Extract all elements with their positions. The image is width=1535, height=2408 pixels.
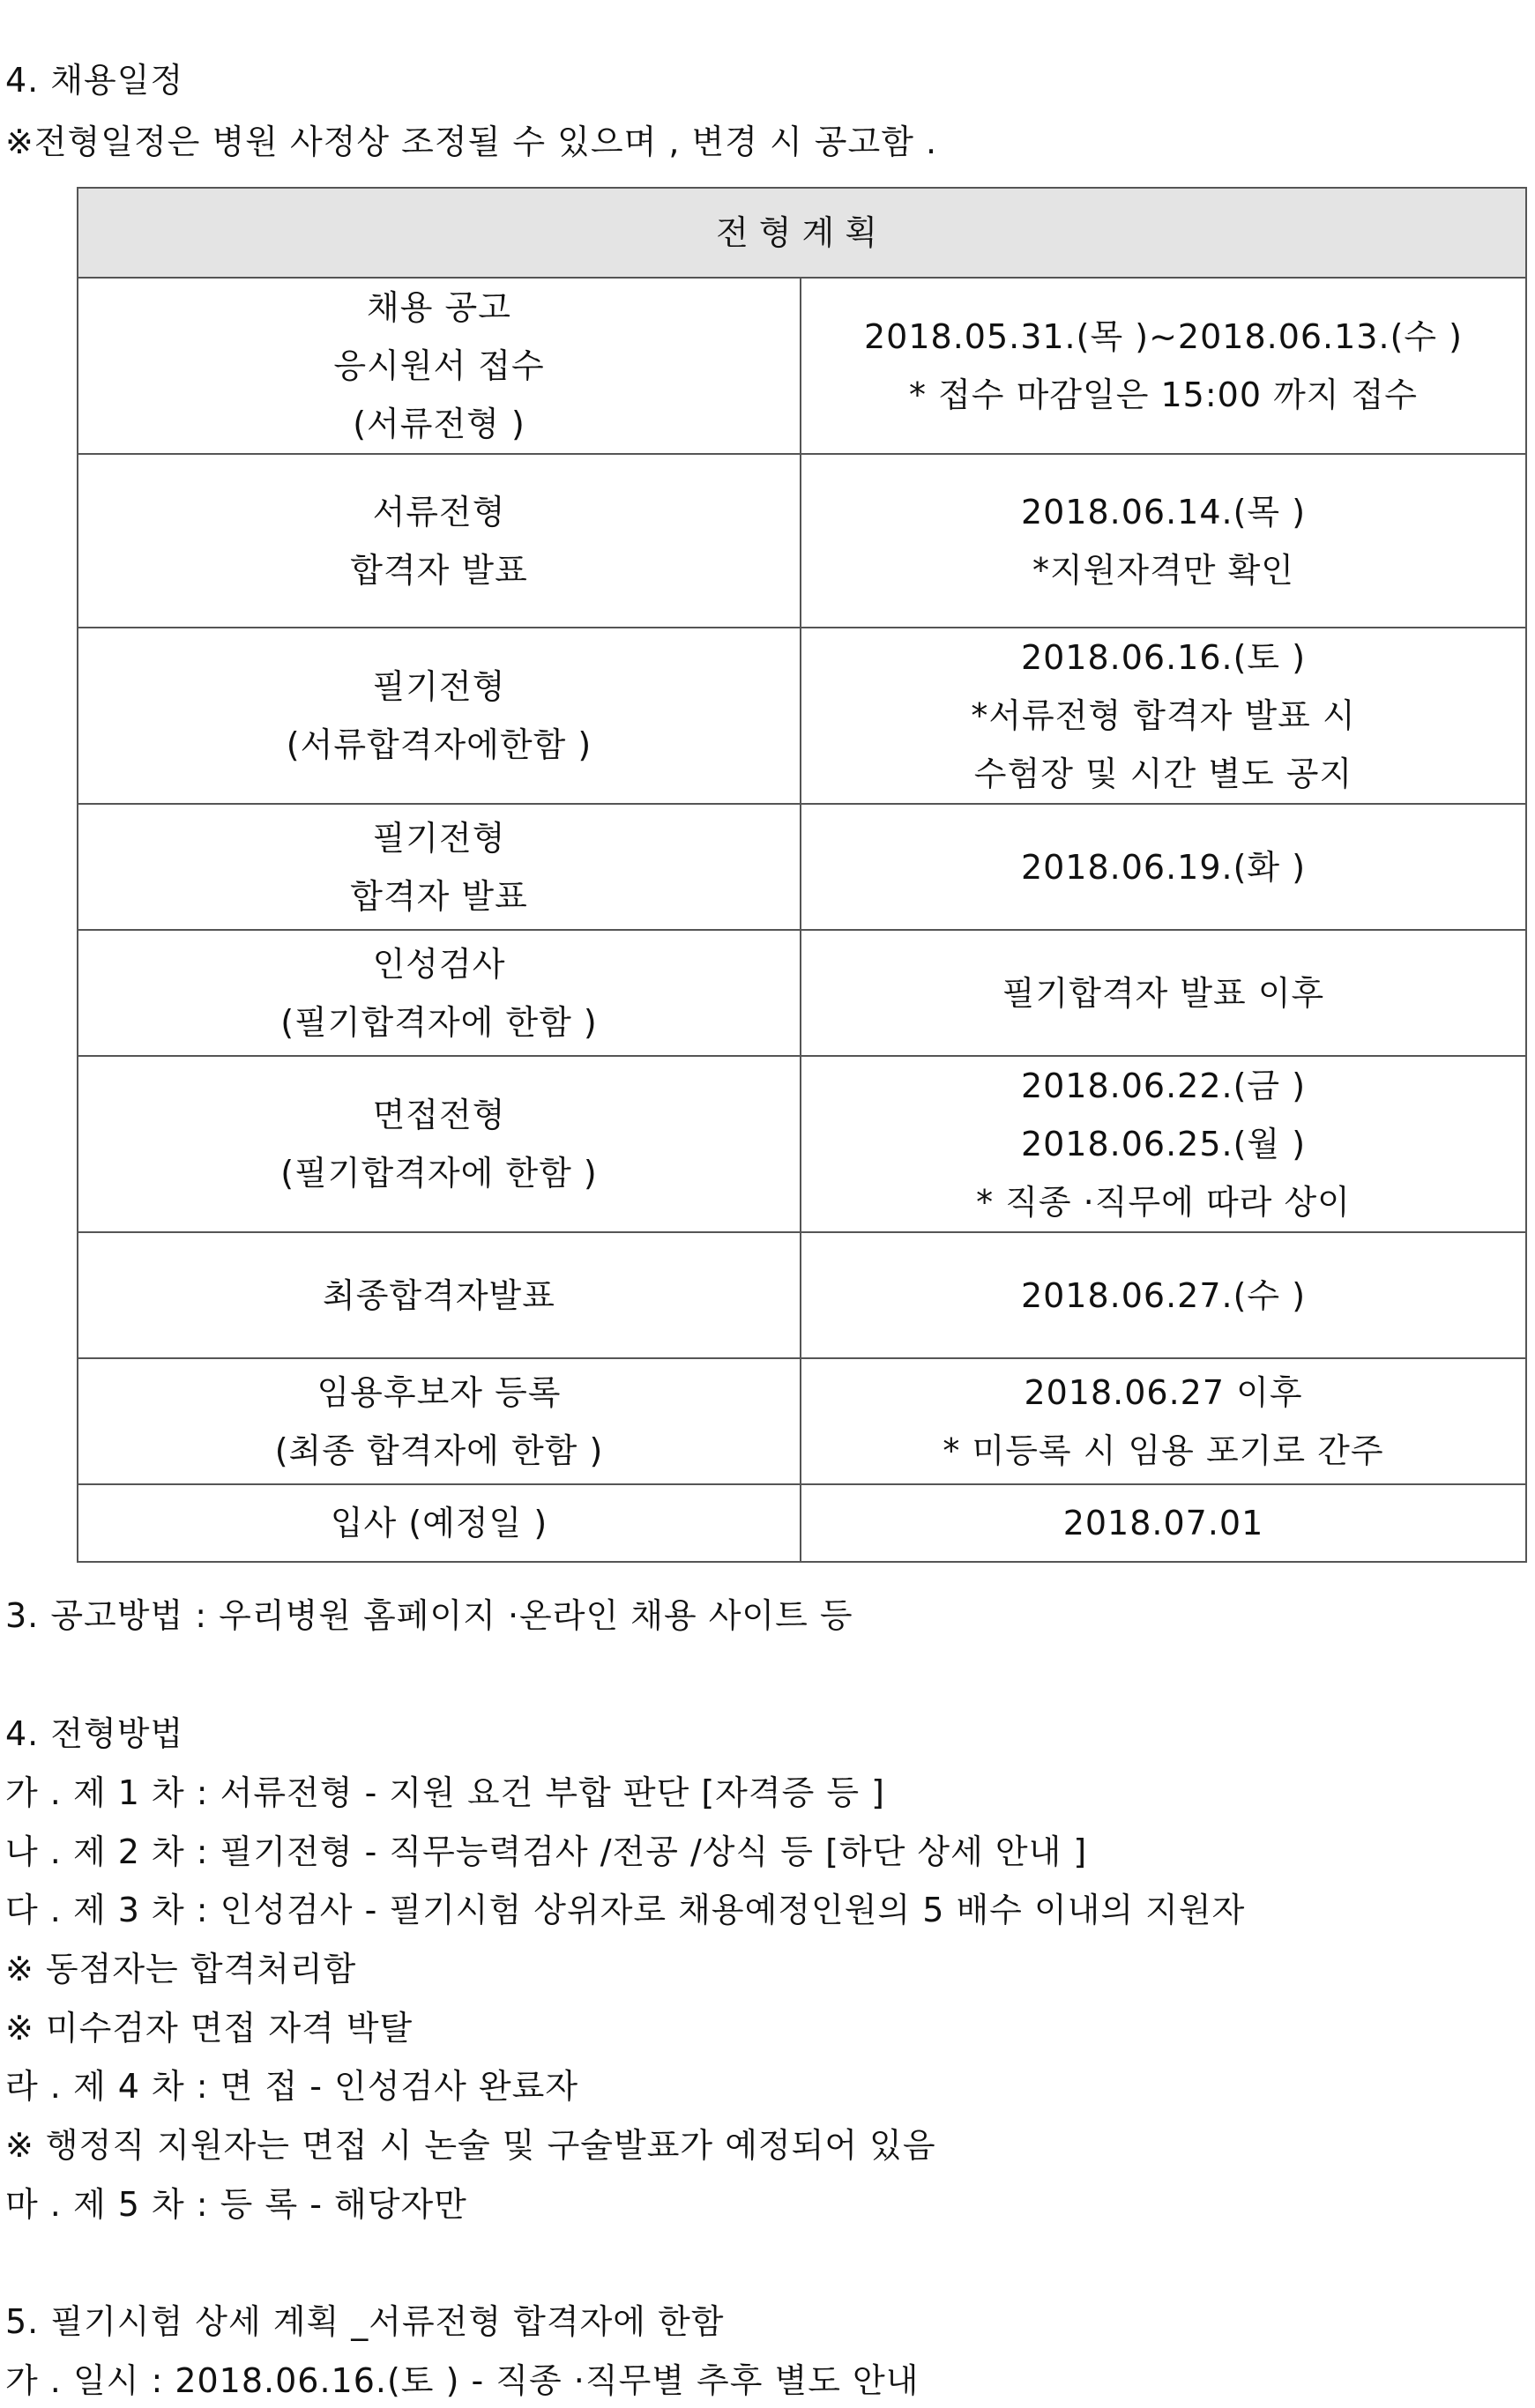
stage-cell	[78, 278, 801, 454]
date-cell	[801, 1232, 1526, 1358]
date-cell	[801, 278, 1526, 454]
schedule-row	[78, 804, 1526, 930]
stage-cell	[78, 628, 801, 804]
stage-cell	[78, 1056, 801, 1232]
schedule-row	[78, 628, 1526, 804]
date-cell	[801, 804, 1526, 930]
date-text: 2018.06.22.(금 )	[1020, 1067, 1307, 1105]
date-text: 2018.06.16.(토 )	[1020, 638, 1307, 677]
exam-date-line: 가 . 일시 : 2018.06.16.(토 ) - 직종 ·직무별 추후 별도 안내	[5, 2361, 920, 2400]
stage-text: (서류합격자에한함 )	[286, 725, 592, 764]
method-line: ※ 동점자는 합격처리함	[5, 1950, 357, 1988]
schedule-note: ※전형일정은 병원 사정상 조정될 수 있으며 , 변경 시 공고함 .	[5, 123, 938, 161]
date-text: 수험장 및 시간 별도 공지	[973, 754, 1353, 793]
date-cell	[801, 628, 1526, 804]
stage-text: 필기전형	[372, 818, 506, 858]
stage-text: 인성검사	[372, 944, 506, 984]
method-line: 마 . 제 5 차 : 등 록 - 해당자만	[5, 2185, 467, 2224]
stage-text: 최종합격자발표	[323, 1275, 555, 1315]
stage-cell	[78, 1358, 801, 1484]
schedule-table-body	[78, 278, 1526, 1562]
schedule-row	[78, 1484, 1526, 1562]
schedule-row	[78, 1358, 1526, 1484]
stage-cell	[78, 1232, 801, 1358]
date-cell	[801, 454, 1526, 628]
date-text: 2018.06.25.(월 )	[1020, 1125, 1307, 1163]
table-header: 전형계획	[78, 188, 1526, 278]
stage-text: (서류전형 )	[353, 405, 525, 443]
date-cell	[801, 1484, 1526, 1562]
date-cell	[801, 930, 1526, 1056]
date-text: * 접수 마감일은 15:00 까지 접수	[909, 375, 1418, 414]
method-line: 나 . 제 2 차 : 필기전형 - 직무능력검사 /전공 /상식 등 [하단 상세 안내 ]	[5, 1832, 1088, 1871]
method-heading: 4. 전형방법	[5, 1714, 184, 1753]
date-cell	[801, 1358, 1526, 1484]
date-cell	[801, 1056, 1526, 1232]
method-line: 라 . 제 4 차 : 면 접 - 인성검사 완료자	[5, 2067, 579, 2106]
schedule-row	[78, 930, 1526, 1056]
stage-text: 면접전형	[372, 1096, 506, 1134]
date-text: 필기합격자 발표 이후	[1002, 973, 1325, 1013]
schedule-row	[78, 278, 1526, 454]
date-text: 2018.06.27.(수 )	[1020, 1275, 1307, 1315]
stage-text: (필기합격자에 한함 )	[280, 1002, 598, 1042]
schedule-heading: 4. 채용일정	[5, 61, 184, 100]
stage-cell	[78, 804, 801, 930]
date-text: 2018.06.14.(목 )	[1020, 492, 1307, 531]
method-line: ※ 행정직 지원자는 면접 시 논술 및 구술발표가 예정되어 있음	[5, 2126, 936, 2165]
exam-heading: 5. 필기시험 상세 계획 _서류전형 합격자에 한함	[5, 2302, 725, 2341]
date-text: *지원자격만 확인	[1032, 550, 1295, 590]
stage-cell	[78, 1484, 801, 1562]
stage-text: 임용후보자 등록	[317, 1372, 562, 1412]
method-line: 가 . 제 1 차 : 서류전형 - 지원 요건 부합 판단 [자격증 등 ]	[5, 1773, 885, 1812]
stage-text: 서류전형	[372, 492, 506, 531]
schedule-table	[77, 187, 1527, 1563]
stage-text: (필기합격자에 한함 )	[280, 1154, 598, 1193]
method-line: 다 . 제 3 차 : 인성검사 - 필기시험 상위자로 채용예정인원의 5 배수 이내의 지원자	[5, 1891, 1246, 1929]
date-text: * 미등록 시 임용 포기로 간주	[943, 1431, 1384, 1470]
date-text: 2018.06.27 이후	[1024, 1372, 1303, 1412]
stage-text: 필기전형	[372, 667, 506, 706]
announce-method: 3. 공고방법 : 우리병원 홈페이지 ·온라인 채용 사이트 등	[5, 1596, 853, 1635]
stage-text: 입사 (예정일 )	[330, 1504, 548, 1542]
stage-text: 응시원서 접수	[333, 346, 545, 385]
date-text: 2018.05.31.(목 )~2018.06.13.(수 )	[863, 317, 1464, 356]
method-line: ※ 미수검자 면접 자격 박탈	[5, 2009, 414, 2048]
stage-cell	[78, 930, 801, 1056]
schedule-row	[78, 1232, 1526, 1358]
stage-text: (최종 합격자에 한함 )	[274, 1431, 604, 1470]
stage-text: 합격자 발표	[350, 876, 528, 916]
stage-text: 채용 공고	[367, 288, 511, 327]
stage-text: 합격자 발표	[350, 550, 528, 590]
date-text: *서류전형 합격자 발표 시	[971, 696, 1356, 735]
stage-cell	[78, 454, 801, 628]
schedule-row	[78, 1056, 1526, 1232]
date-text: * 직종 ·직무에 따라 상이	[976, 1183, 1351, 1222]
date-text: 2018.06.19.(화 )	[1020, 847, 1307, 887]
schedule-row	[78, 454, 1526, 628]
date-text: 2018.07.01	[1062, 1504, 1264, 1542]
